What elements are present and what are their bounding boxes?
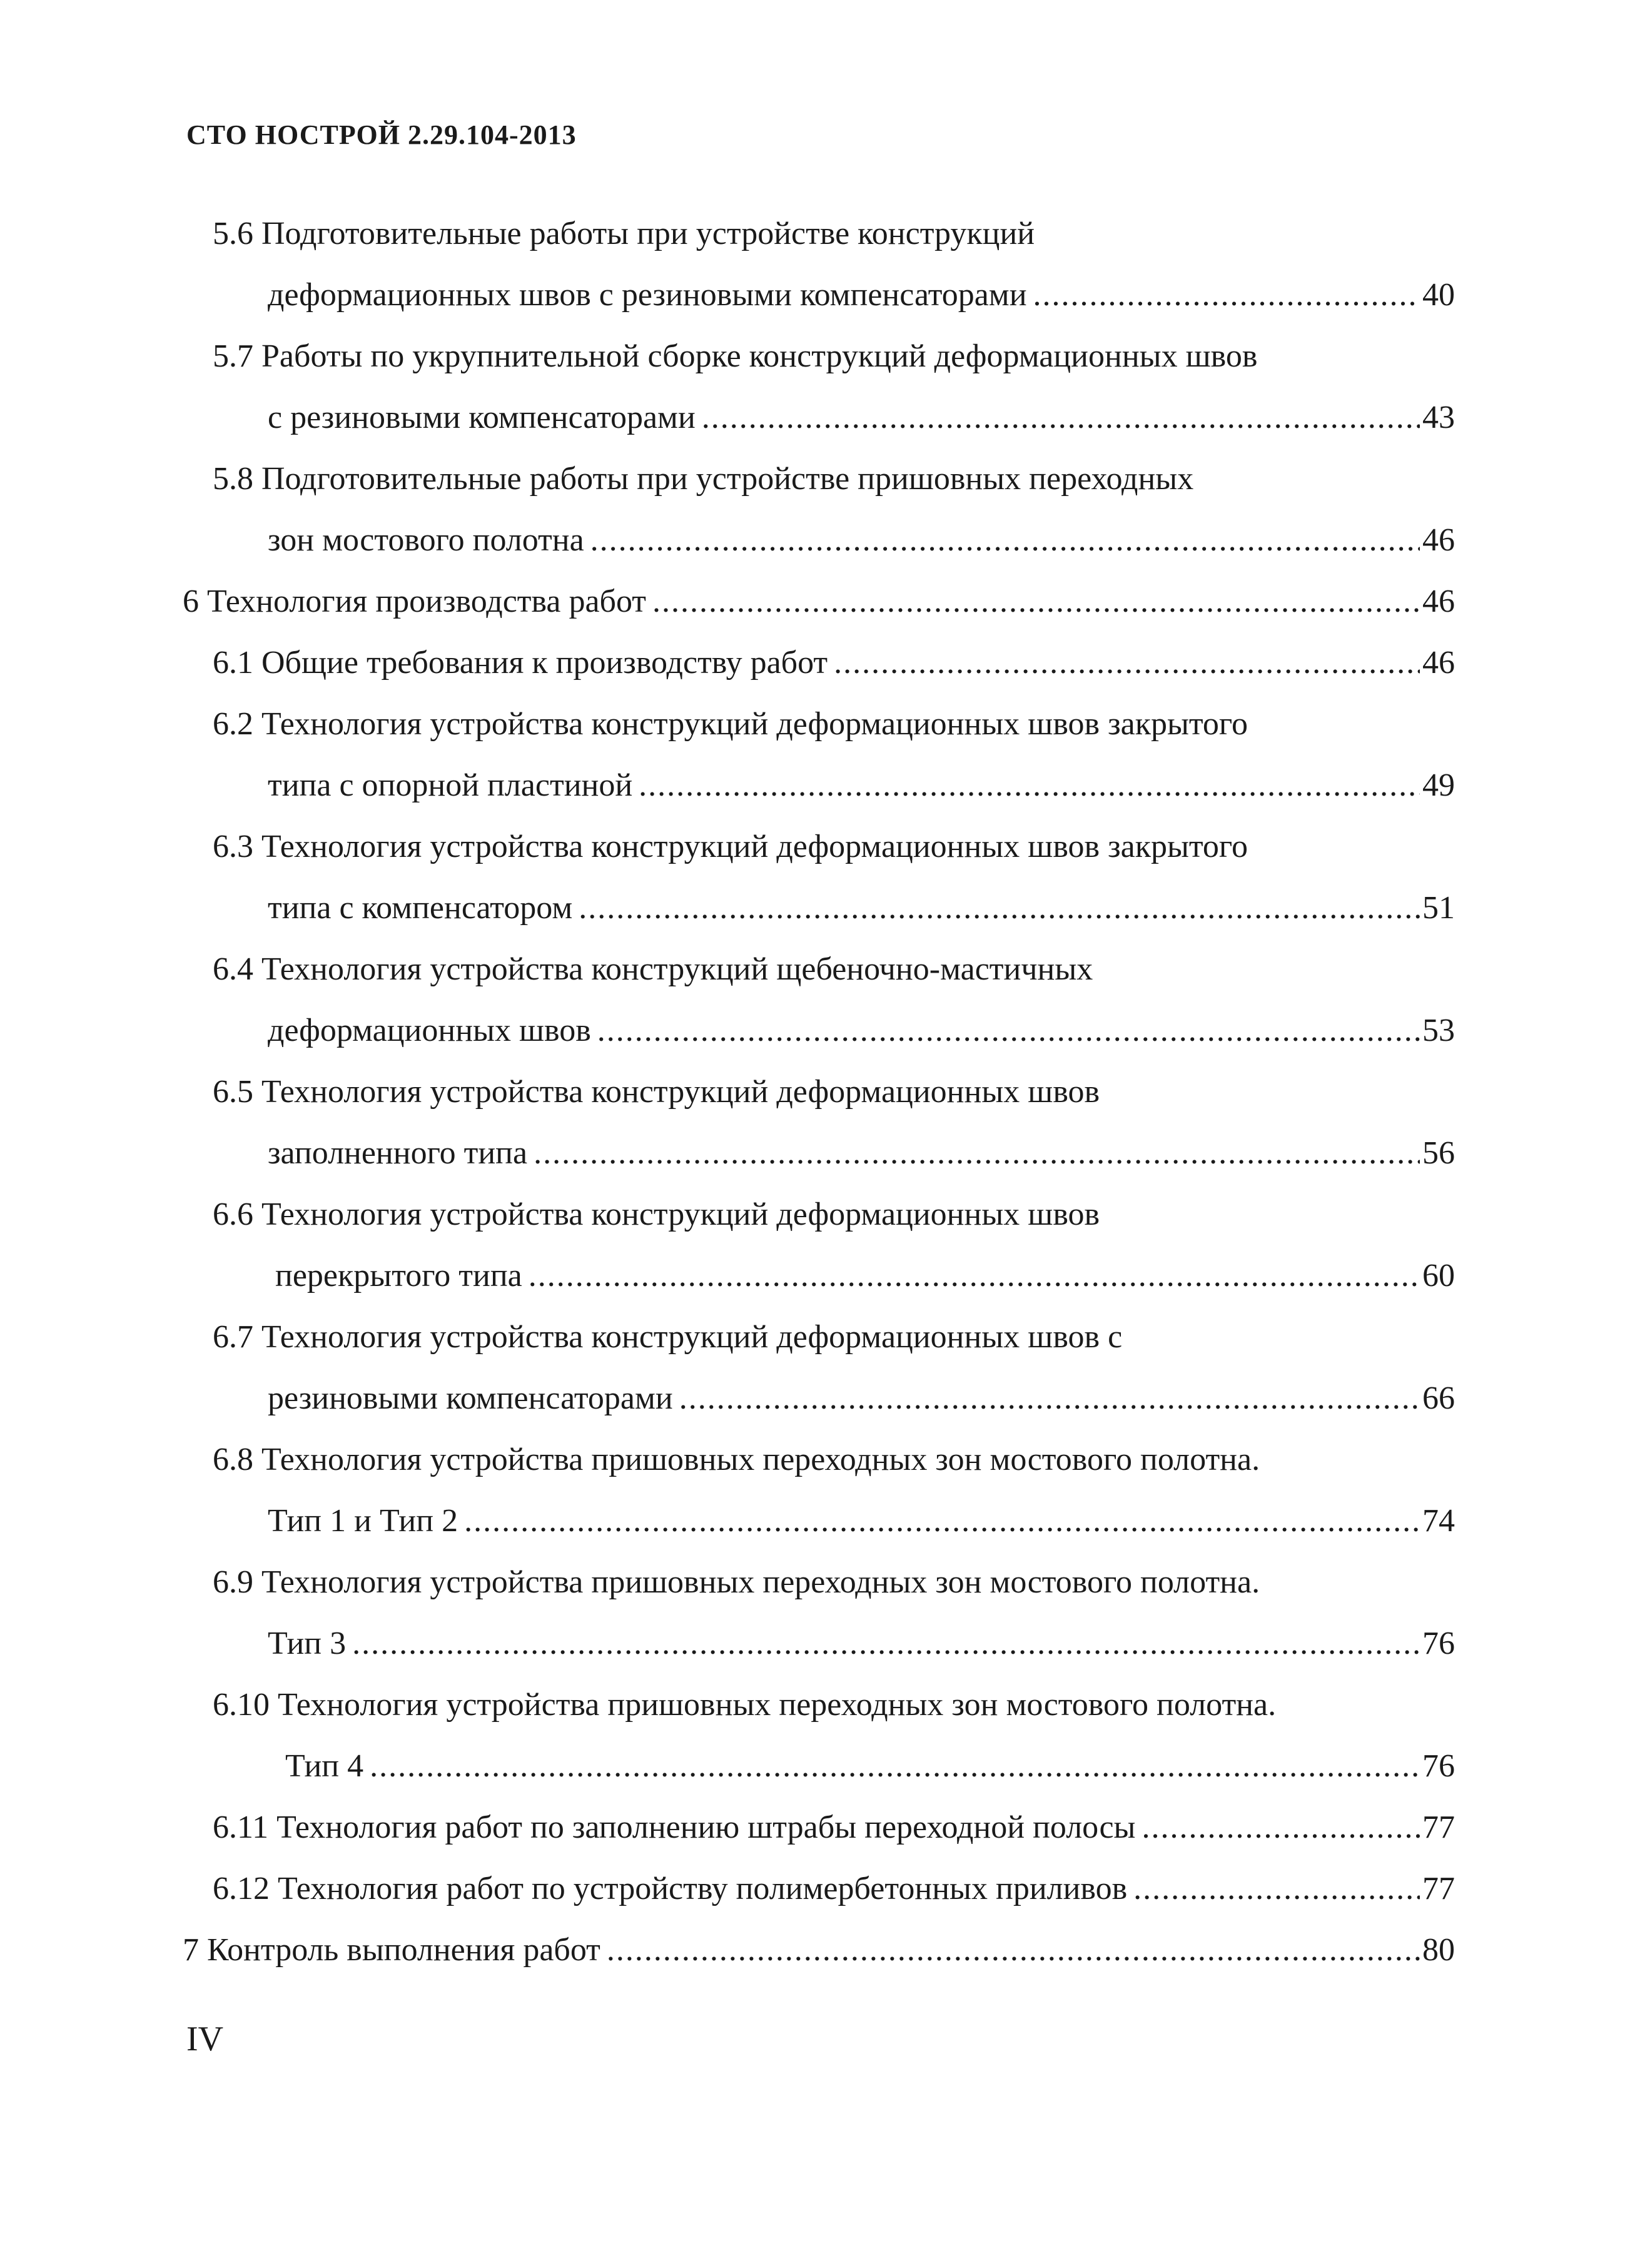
- toc-line[interactable]: [268, 1000, 1455, 1062]
- toc-line[interactable]: [268, 877, 1455, 939]
- toc-line: [213, 203, 1035, 265]
- toc-entry-text: 5.7 Работы по укрупнительной сборке конструкций деформационных швов: [213, 338, 1258, 374]
- dot-leader: [702, 387, 1420, 449]
- toc-page-number: 74: [1422, 1503, 1455, 1539]
- toc-line[interactable]: [285, 1735, 1455, 1798]
- dot-leader: [607, 1919, 1420, 1982]
- dot-leader: [597, 1000, 1420, 1062]
- toc-entry-text: Тип 1 и Тип 2: [268, 1503, 458, 1539]
- toc-entry-text: 6.1 Общие требования к производству работ: [213, 645, 828, 681]
- toc-entry-text: 6.11 Технология работ по заполнению штрабы переходной полосы: [213, 1810, 1136, 1845]
- toc-entry-text: перекрытого типа: [275, 1258, 522, 1293]
- toc-line: [213, 938, 1093, 1001]
- toc-page-number: 80: [1422, 1932, 1455, 1968]
- dot-leader: [534, 1122, 1420, 1185]
- toc-page-number: 66: [1422, 1380, 1455, 1416]
- dot-leader: [370, 1735, 1420, 1798]
- toc-line[interactable]: [183, 570, 1455, 633]
- toc-line[interactable]: [268, 1490, 1455, 1552]
- dot-leader: [352, 1612, 1420, 1675]
- toc-entry-text: 6 Технология производства работ: [183, 584, 647, 619]
- toc-page-number: 76: [1422, 1626, 1455, 1661]
- page-number-roman: IV: [186, 2020, 224, 2058]
- toc-line[interactable]: [213, 632, 1455, 694]
- toc-page-number: 56: [1422, 1135, 1455, 1171]
- toc-entry-text: типа с опорной пластиной: [268, 767, 633, 803]
- toc-entry-text: с резиновыми компенсаторами: [268, 400, 696, 435]
- toc-entry-text: деформационных швов: [268, 1013, 591, 1048]
- toc-entry-text: 6.5 Технология устройства конструкций деформационных швов: [213, 1074, 1100, 1110]
- toc-line[interactable]: [213, 1796, 1455, 1859]
- dot-leader: [579, 877, 1420, 939]
- dot-leader: [834, 632, 1420, 694]
- toc-entry-text: заполненного типа: [268, 1135, 528, 1171]
- toc-page-number: 40: [1422, 277, 1455, 313]
- toc-page-number: 46: [1422, 645, 1455, 681]
- dot-leader: [1033, 264, 1420, 327]
- toc-entry-text: 6.9 Технология устройства пришовных переходных зон мостового полотна.: [213, 1564, 1260, 1600]
- toc-line[interactable]: [268, 754, 1455, 817]
- toc-entry-text: типа с компенсатором: [268, 890, 573, 926]
- toc-line: [213, 1551, 1260, 1614]
- toc-line: [213, 325, 1257, 388]
- toc-entry-text: 6.4 Технология устройства конструкций щебеночно-мастичных: [213, 951, 1093, 987]
- toc-page-number: 46: [1422, 584, 1455, 619]
- toc-entry-text: 6.10 Технология устройства пришовных переходных зон мостового полотна.: [213, 1687, 1277, 1723]
- toc-entry-text: 5.8 Подготовительные работы при устройстве пришовных переходных: [213, 461, 1194, 497]
- toc-line[interactable]: [268, 1367, 1455, 1430]
- toc-page-number: 51: [1422, 890, 1455, 926]
- toc-line: [213, 1061, 1100, 1123]
- toc-entry-text: 6.12 Технология работ по устройству полимербетонных приливов: [213, 1871, 1128, 1906]
- dot-leader: [590, 509, 1420, 572]
- toc-line[interactable]: [268, 387, 1455, 449]
- toc-entry-text: 6.8 Технология устройства пришовных переходных зон мостового полотна.: [213, 1442, 1260, 1477]
- toc-line: [213, 1306, 1122, 1369]
- toc-line[interactable]: [275, 1245, 1455, 1307]
- toc-page-number: 46: [1422, 522, 1455, 558]
- toc-line[interactable]: [183, 1919, 1455, 1982]
- dot-leader: [639, 754, 1420, 817]
- toc-line[interactable]: [268, 264, 1455, 327]
- dot-leader: [529, 1245, 1420, 1307]
- toc-page-number: 76: [1422, 1748, 1455, 1784]
- toc-entry-text: 6.2 Технология устройства конструкций деформационных швов закрытого: [213, 706, 1248, 742]
- toc-entry-text: 6.3 Технология устройства конструкций деформационных швов закрытого: [213, 829, 1248, 864]
- dot-leader: [652, 570, 1420, 633]
- dot-leader: [1133, 1858, 1420, 1920]
- toc-entry-text: 6.7 Технология устройства конструкций деформационных швов с: [213, 1319, 1123, 1355]
- toc-page-number: 60: [1422, 1258, 1455, 1293]
- dot-leader: [1142, 1796, 1420, 1859]
- toc-page-number: 77: [1422, 1871, 1455, 1906]
- toc-page-number: 77: [1422, 1810, 1455, 1845]
- toc-entry-text: Тип 3: [268, 1626, 347, 1661]
- toc-page-number: 49: [1422, 767, 1455, 803]
- toc-entry-text: Тип 4: [285, 1748, 364, 1784]
- dot-leader: [679, 1367, 1420, 1430]
- toc-line: [213, 1183, 1100, 1246]
- toc-line: [213, 816, 1248, 878]
- toc-line[interactable]: [268, 1122, 1455, 1185]
- toc-entry-text: резиновыми компенсаторами: [268, 1380, 673, 1416]
- toc-line: [213, 1429, 1260, 1491]
- toc-entry-text: 7 Контроль выполнения работ: [183, 1932, 600, 1968]
- toc-entry-text: 6.6 Технология устройства конструкций деформационных швов: [213, 1197, 1100, 1232]
- toc-page-number: 43: [1422, 400, 1455, 435]
- toc-line[interactable]: [268, 1612, 1455, 1675]
- toc-line[interactable]: [268, 509, 1455, 572]
- document-header: СТО НОСТРОЙ 2.29.104-2013: [186, 119, 577, 150]
- toc-page-number: 53: [1422, 1013, 1455, 1048]
- toc-line[interactable]: [213, 1858, 1455, 1920]
- toc-line: [213, 693, 1248, 756]
- toc-entry-text: зон мостового полотна: [268, 522, 584, 558]
- toc-line: [213, 1674, 1276, 1736]
- toc-entry-text: деформационных швов с резиновыми компенсаторами: [268, 277, 1027, 313]
- toc-entry-text: 5.6 Подготовительные работы при устройстве конструкций: [213, 216, 1035, 251]
- toc-line: [213, 448, 1193, 510]
- dot-leader: [464, 1490, 1420, 1552]
